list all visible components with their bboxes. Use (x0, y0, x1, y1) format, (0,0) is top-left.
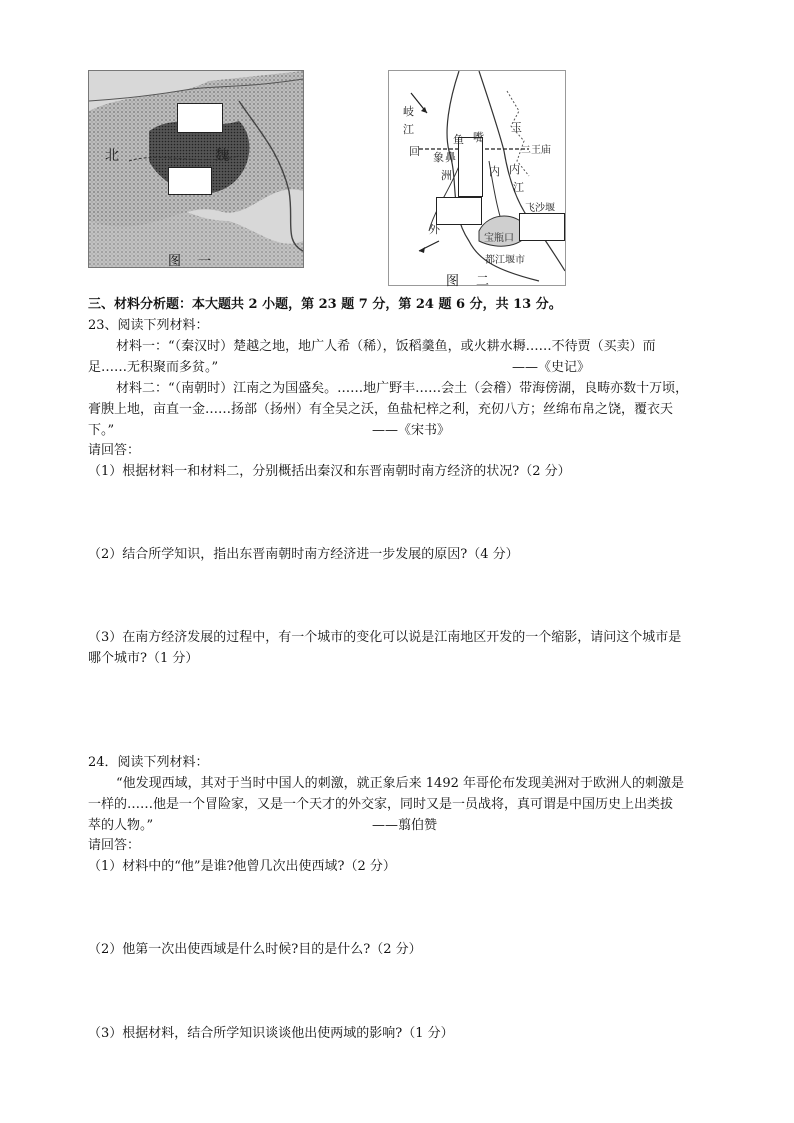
map-2-blank-box-right (519, 213, 565, 241)
map-2-label: 岐 (403, 105, 414, 118)
q23-material2-line2: 膏腴上地，亩直一金……扬部（扬州）有全吴之沃，鱼盐杞梓之利，充仞八方；丝绵布帛之饶，覆衣天 (88, 402, 674, 417)
figure-2-caption: 图 二 (446, 274, 492, 289)
map-2-label: 鱼 (453, 133, 464, 146)
q24-material-line1: “他发现西域，其对于当时中国人的刺激，就正象后来 1492 年哥伦布发现美洲对于欧洲人的刺激是 (116, 776, 684, 791)
map-1-blank-box-middle (168, 167, 212, 195)
q23-answer-prompt: 请回答： (88, 443, 141, 458)
q24-material-source: ——翦伯赞 (372, 818, 438, 833)
q23-material2-line3: 下。” (88, 423, 115, 438)
section-heading: 三、材料分析题：本大题共 2 小题，第 23 题 7 分，第 24 题 6 分，共 13 分。 (88, 297, 562, 312)
figure-2-diagram (388, 70, 566, 286)
q24-answer-prompt: 请回答： (88, 838, 141, 853)
map-2-label: 外 (429, 223, 440, 236)
map-2-label: 江 (403, 123, 414, 136)
q23-material2-source: ——《宋书》 (372, 423, 451, 438)
map-2-label: 内 (509, 163, 520, 176)
map-2-label: 江 (513, 181, 524, 194)
q23-question-3-line2: 哪个城市?（1 分） (88, 651, 199, 666)
map-2-label: 洲 (441, 169, 452, 182)
q23-material1-source: ——《史记》 (512, 360, 591, 375)
q23-material2-line1: 材料二：“（南朝时）江南之为国盛矣。……地广野丰……会土（会稽）带海傍湖，良畴亦数十万顷， (116, 381, 689, 396)
map-2-label: 鼻 (445, 151, 456, 164)
q23-material1-line2: 足……无积聚而多贫。” (88, 360, 219, 375)
map-2-label: 飞沙堰 (525, 203, 555, 214)
q24-question-2: （2）他第一次出使西域是什么时候?目的是什么?（2 分） (88, 942, 422, 957)
q24-intro: 24．阅读下列材料： (88, 755, 209, 770)
map-2-label: 嘴 (473, 131, 484, 144)
q23-intro: 23、阅读下列材料： (88, 318, 209, 333)
figure-1-caption: 图 一 (168, 254, 214, 269)
q23-question-1: （1）根据材料一和材料二，分别概括出秦汉和东晋南朝时南方经济的状况?（2 分） (88, 464, 571, 479)
q23-question-2: （2）结合所学知识，指出东晋南朝时南方经济进一步发展的原因?（4 分） (88, 547, 519, 562)
map-2-label: 玉 (511, 121, 522, 134)
map-2-label: 宝瓶口 (484, 233, 514, 244)
map-1-blank-box-top (177, 103, 223, 133)
map-2-label: 内 (489, 165, 500, 178)
map-1-label: 魏 (215, 148, 229, 164)
q23-material1-line1: 材料一：“（秦汉时）楚越之地，地广人希（稀），饭稻羹鱼，或火耕水耨……不待贾（买卖）而 (116, 339, 656, 354)
q24-material-line3: 萃的人物。” (88, 818, 154, 833)
q24-question-1: （1）材料中的“他”是谁?他曾几次出使西域?（2 分） (88, 859, 396, 874)
map-2-label: 回 (409, 145, 420, 158)
q24-material-line2: 一样的……他是一个冒险家，又是一个天才的外交家，同时又是一员战将，真可谓是中国历史上出类拔 (88, 797, 674, 812)
map-1-label: 北 (105, 148, 119, 164)
q23-question-3-line1: （3）在南方经济发展的过程中，有一个城市的变化可以说是江南地区开发的一个缩影，请问这个城市是 (88, 630, 682, 645)
map-2-label: 象 (433, 151, 444, 164)
q24-question-3: （3）根据材料，结合所学知识谈谈他出使两域的影响?（1 分） (88, 1026, 454, 1041)
figure-1-map (88, 70, 304, 268)
map-2-blank-box-left (436, 197, 482, 225)
map-2-label: 都江堰市 (485, 255, 525, 266)
map-2-label: 二王庙 (521, 145, 551, 156)
